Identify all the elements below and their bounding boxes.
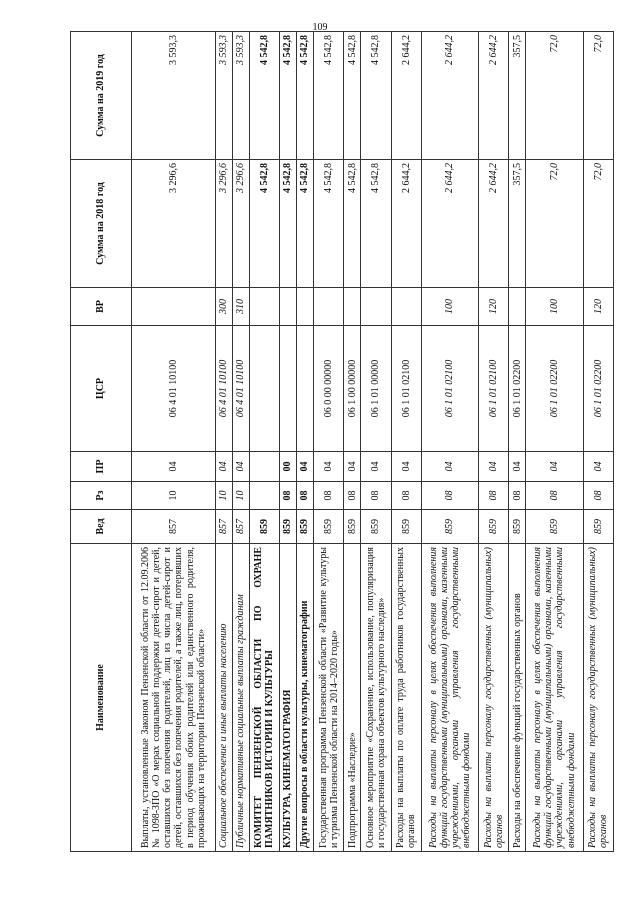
cell-rz: 10 xyxy=(215,482,232,510)
header-sum-2019: Сумма на 2019 год xyxy=(71,32,132,160)
cell-name: Расходы на обеспечение функций государственных органов xyxy=(509,544,526,852)
cell-csr: 06 1 01 02100 xyxy=(391,326,421,452)
cell-sum-2019: 4 542,8 xyxy=(249,32,279,160)
cell-vr: 120 xyxy=(479,288,509,326)
cell-pr: 04 xyxy=(526,452,583,482)
cell-vr: 120 xyxy=(583,288,613,326)
cell-vr: 300 xyxy=(215,288,232,326)
cell-rz: 08 xyxy=(314,482,344,510)
header-name: Наименование xyxy=(71,544,132,852)
cell-pr: 04 xyxy=(509,452,526,482)
cell-name: Расходы на выплаты персоналу в целях обеспечения выполнения функций государственными (муниципальными) органами, казенными учреждениями, органами управления государственными внебюджетными фондами xyxy=(422,544,479,852)
cell-name: Социальное обеспечение и иные выплаты населению xyxy=(215,544,232,852)
cell-vr: 100 xyxy=(422,288,479,326)
cell-csr: 06 4 01 10100 xyxy=(215,326,232,452)
cell-name: КУЛЬТУРА, КИНЕМАТОГРАФИЯ xyxy=(280,544,297,852)
cell-pr: 04 xyxy=(422,452,479,482)
cell-csr xyxy=(249,326,279,452)
table-row xyxy=(391,32,421,852)
cell-sum-2018: 72,0 xyxy=(583,160,613,288)
cell-pr: 04 xyxy=(132,452,216,482)
cell-csr xyxy=(297,326,314,452)
cell-name: Выплаты, установленные Законом Пензенской области от 12.09.2006 № 1098-ЗПО «О мерах социальной поддержки детей-сирот и детей, оставшихся без попечения родителей, лиц из числа детей-сирот и детей, оставшихся без попечения родителей, а также лиц, потерявших в период обучения обоих родителей или единственного родителя, проживающих на территории Пензенской области» xyxy=(132,544,216,852)
table-row xyxy=(280,32,297,852)
cell-sum-2018: 4 542,8 xyxy=(297,160,314,288)
table-row xyxy=(232,32,249,852)
cell-name: Государственная программа Пензенской области «Развитие культуры и туризма Пензенской области на 2014–2020 годы» xyxy=(314,544,344,852)
cell-ved: 859 xyxy=(526,510,583,544)
cell-ved: 859 xyxy=(314,510,344,544)
cell-ved: 859 xyxy=(422,510,479,544)
cell-rz: 10 xyxy=(132,482,216,510)
table-row xyxy=(479,32,509,852)
cell-csr: 06 1 01 02200 xyxy=(526,326,583,452)
cell-vr xyxy=(509,288,526,326)
cell-name: Расходы на выплаты по оплате труда работников государственных органов xyxy=(391,544,421,852)
cell-ved: 857 xyxy=(215,510,232,544)
header-vr: ВР xyxy=(71,288,132,326)
page-number: 109 xyxy=(312,22,328,33)
cell-vr xyxy=(361,288,391,326)
cell-vr xyxy=(132,288,216,326)
cell-csr: 06 4 01 10100 xyxy=(132,326,216,452)
cell-pr xyxy=(249,452,279,482)
cell-sum-2019: 2 644,2 xyxy=(479,32,509,160)
cell-csr: 06 1 00 00000 xyxy=(344,326,361,452)
table-row xyxy=(249,32,279,852)
cell-sum-2018: 2 644,2 xyxy=(479,160,509,288)
cell-pr: 04 xyxy=(344,452,361,482)
cell-csr: 06 1 01 02100 xyxy=(479,326,509,452)
cell-sum-2018: 72,0 xyxy=(526,160,583,288)
table-body xyxy=(132,32,614,852)
cell-rz: 08 xyxy=(526,482,583,510)
cell-pr: 04 xyxy=(391,452,421,482)
cell-vr xyxy=(297,288,314,326)
header-csr: ЦСР xyxy=(71,326,132,452)
cell-sum-2018: 3 296,6 xyxy=(215,160,232,288)
cell-sum-2018: 4 542,8 xyxy=(280,160,297,288)
cell-sum-2019: 3 593,3 xyxy=(132,32,216,160)
cell-sum-2019: 4 542,8 xyxy=(297,32,314,160)
cell-vr: 310 xyxy=(232,288,249,326)
cell-name: Расходы на выплаты персоналу в целях обеспечения выполнения функций государственными (муниципальными) органами, казенными учреждениями, органами управления государственными внебюджетными фондами xyxy=(526,544,583,852)
cell-rz: 08 xyxy=(583,482,613,510)
header-rz: Рз xyxy=(71,482,132,510)
table-row xyxy=(297,32,314,852)
cell-ved: 859 xyxy=(249,510,279,544)
cell-sum-2019: 357,5 xyxy=(509,32,526,160)
cell-rz: 08 xyxy=(344,482,361,510)
cell-name: КОМИТЕТ ПЕНЗЕНСКОЙ ОБЛАСТИ ПО ОХРАНЕ ПАМЯТНИКОВ ИСТОРИИ И КУЛЬТУРЫ xyxy=(249,544,279,852)
cell-pr: 04 xyxy=(361,452,391,482)
cell-csr: 06 0 00 00000 xyxy=(314,326,344,452)
cell-sum-2018: 3 296,6 xyxy=(132,160,216,288)
cell-ved: 857 xyxy=(232,510,249,544)
cell-sum-2018: 4 542,8 xyxy=(361,160,391,288)
cell-sum-2019: 4 542,8 xyxy=(344,32,361,160)
cell-sum-2019: 3 593,3 xyxy=(232,32,249,160)
table-row xyxy=(314,32,344,852)
cell-sum-2019: 2 644,2 xyxy=(422,32,479,160)
cell-sum-2018: 4 542,8 xyxy=(314,160,344,288)
cell-sum-2018: 357,5 xyxy=(509,160,526,288)
cell-ved: 859 xyxy=(344,510,361,544)
rotated-table-sheet xyxy=(70,32,614,852)
cell-ved: 859 xyxy=(391,510,421,544)
cell-ved: 857 xyxy=(132,510,216,544)
cell-sum-2018: 3 296,6 xyxy=(232,160,249,288)
cell-csr: 06 1 01 02100 xyxy=(422,326,479,452)
cell-sum-2019: 72,0 xyxy=(526,32,583,160)
cell-pr: 04 xyxy=(232,452,249,482)
cell-sum-2019: 3 593,3 xyxy=(215,32,232,160)
cell-ved: 859 xyxy=(509,510,526,544)
cell-pr: 04 xyxy=(215,452,232,482)
cell-ved: 859 xyxy=(583,510,613,544)
table-row xyxy=(422,32,479,852)
cell-rz: 08 xyxy=(479,482,509,510)
cell-ved: 859 xyxy=(280,510,297,544)
table-row xyxy=(215,32,232,852)
cell-ved: 859 xyxy=(297,510,314,544)
cell-name: Подпрограмма «Наследие» xyxy=(344,544,361,852)
cell-rz: 08 xyxy=(297,482,314,510)
cell-rz: 08 xyxy=(422,482,479,510)
cell-vr: 100 xyxy=(526,288,583,326)
cell-sum-2018: 2 644,2 xyxy=(391,160,421,288)
cell-vr xyxy=(391,288,421,326)
cell-pr: 00 xyxy=(280,452,297,482)
cell-sum-2018: 4 542,8 xyxy=(344,160,361,288)
cell-pr: 04 xyxy=(479,452,509,482)
cell-sum-2018: 4 542,8 xyxy=(249,160,279,288)
cell-name: Публичные нормативные социальные выплаты гражданам xyxy=(232,544,249,852)
cell-rz: 08 xyxy=(391,482,421,510)
cell-sum-2019: 72,0 xyxy=(583,32,613,160)
cell-csr: 06 1 01 02200 xyxy=(509,326,526,452)
header-pr: ПР xyxy=(71,452,132,482)
cell-ved: 859 xyxy=(479,510,509,544)
table-row xyxy=(132,32,216,852)
cell-rz xyxy=(249,482,279,510)
cell-sum-2019: 4 542,8 xyxy=(361,32,391,160)
table-row xyxy=(526,32,583,852)
cell-name: Основное мероприятие «Сохранение, использование, популяризация и государственная охрана объектов культурного наследия» xyxy=(361,544,391,852)
table-row xyxy=(509,32,526,852)
cell-vr xyxy=(280,288,297,326)
cell-sum-2018: 2 644,2 xyxy=(422,160,479,288)
header-ved: Вед xyxy=(71,510,132,544)
cell-rz: 08 xyxy=(280,482,297,510)
cell-pr: 04 xyxy=(297,452,314,482)
cell-name: Расходы на выплаты персоналу государственных (муниципальных) органов xyxy=(479,544,509,852)
table-row xyxy=(361,32,391,852)
cell-rz: 10 xyxy=(232,482,249,510)
cell-pr: 04 xyxy=(314,452,344,482)
cell-vr xyxy=(249,288,279,326)
cell-csr xyxy=(280,326,297,452)
table-row xyxy=(344,32,361,852)
table-header-row xyxy=(71,32,132,852)
cell-sum-2019: 4 542,8 xyxy=(280,32,297,160)
cell-rz: 08 xyxy=(509,482,526,510)
budget-table xyxy=(70,31,614,852)
cell-vr xyxy=(344,288,361,326)
cell-csr: 06 4 01 10100 xyxy=(232,326,249,452)
header-sum-2018: Сумма на 2018 год xyxy=(71,160,132,288)
cell-pr: 04 xyxy=(583,452,613,482)
cell-sum-2019: 2 644,2 xyxy=(391,32,421,160)
cell-ved: 859 xyxy=(361,510,391,544)
cell-csr: 06 1 01 00000 xyxy=(361,326,391,452)
cell-rz: 08 xyxy=(361,482,391,510)
cell-sum-2019: 4 542,8 xyxy=(314,32,344,160)
cell-name: Расходы на выплаты персоналу государственных (муниципальных) органов xyxy=(583,544,613,852)
table-row xyxy=(583,32,613,852)
cell-name: Другие вопросы в области культуры, кинематографии xyxy=(297,544,314,852)
cell-vr xyxy=(314,288,344,326)
cell-csr: 06 1 01 02200 xyxy=(583,326,613,452)
